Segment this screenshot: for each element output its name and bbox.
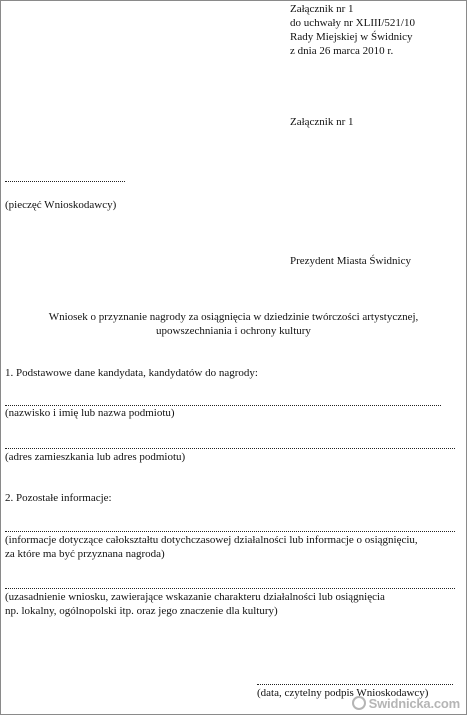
name-fill-line [5, 405, 441, 406]
address-fill-line [5, 448, 455, 449]
justification-caption-line-1: (uzasadnienie wniosku, zawierające wskazanie charakteru działalności lub osiągnięcia [5, 591, 385, 603]
justification-fill-line [5, 588, 455, 589]
addressee: Prezydent Miasta Świdnicy [290, 255, 411, 267]
header-line-1: Załącznik nr 1 [290, 3, 354, 15]
information-caption-line-2: za które ma być przyznana nagroda) [5, 548, 165, 560]
document-title-line-1: Wniosek o przyznanie nagrody za osiągnięcia w dziedzinie twórczości artystycznej, [48, 311, 419, 323]
name-field-caption: (nazwisko i imię lub nazwa podmiotu) [5, 407, 175, 419]
stamp-dotted-line [5, 181, 125, 182]
header-line-2: do uchwały nr XLIII/521/10 [290, 17, 415, 29]
section-1-heading: 1. Podstawowe dane kandydata, kandydatów do nagrody: [5, 367, 258, 379]
watermark [352, 696, 460, 710]
information-caption-line-1: (informacje dotyczące całokształtu dotychczasowej działalności lub informacje o osiągnięciu, [5, 534, 418, 546]
header-line-4: z dnia 26 marca 2010 r. [290, 45, 394, 57]
attachment-label: Załącznik nr 1 [290, 116, 354, 128]
signature-fill-line [257, 684, 453, 685]
information-fill-line [5, 531, 455, 532]
stamp-caption: (pieczęć Wnioskodawcy) [5, 199, 117, 211]
watermark-logo-icon [352, 696, 366, 710]
justification-caption-line-2: np. lokalny, ogólnopolski itp. oraz jego znaczenie dla kultury) [5, 605, 278, 617]
signature-caption: (data, czytelny podpis Wnioskodawcy) [257, 687, 429, 699]
document-title-line-2: upowszechniania i ochrony kultury [156, 325, 311, 337]
watermark-text: Swidnicka.com [368, 695, 460, 711]
section-2-heading: 2. Pozostałe informacje: [5, 492, 112, 504]
address-field-caption: (adres zamieszkania lub adres podmiotu) [5, 451, 186, 463]
header-line-3: Rady Miejskiej w Świdnicy [290, 31, 413, 43]
